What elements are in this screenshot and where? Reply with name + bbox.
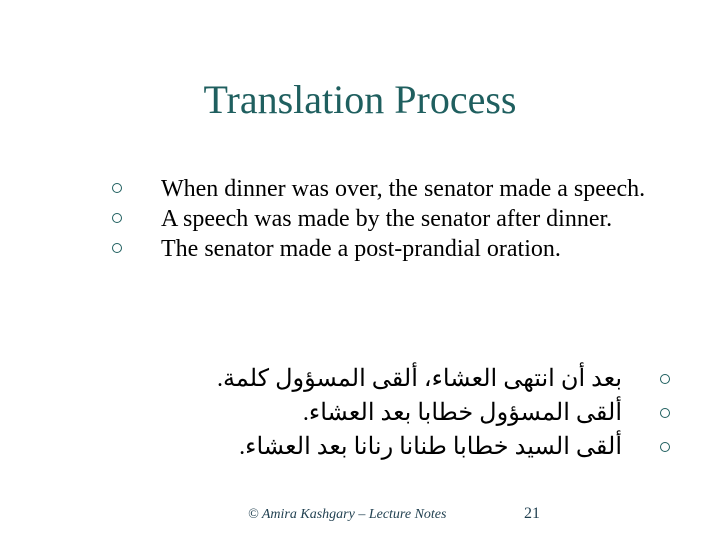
arabic-bullet-list — [110, 362, 670, 464]
english-bullet-item — [112, 174, 692, 204]
slide-title: Translation Process — [203, 77, 517, 122]
hollow-circle-bullet-icon — [112, 183, 122, 193]
arabic-bullet-item — [110, 362, 670, 396]
arabic-bullet-text: ألقى المسؤول خطابا بعد العشاء. — [302, 400, 622, 426]
hollow-circle-bullet-icon — [112, 243, 122, 253]
english-bullet-text: When dinner was over, the senator made a speech. — [161, 176, 646, 202]
footer-credit: © Amira Kashgary – Lecture Notes — [248, 507, 447, 522]
arabic-bullet-item — [110, 396, 670, 430]
english-bullet-text: A speech was made by the senator after dinner. — [161, 206, 613, 232]
hollow-circle-bullet-icon — [660, 374, 670, 384]
english-bullet-list — [112, 174, 692, 264]
arabic-bullet-text: ألقى السيد خطابا طنانا رنانا بعد العشاء. — [239, 434, 622, 460]
hollow-circle-bullet-icon — [112, 213, 122, 223]
arabic-bullet-item — [110, 430, 670, 464]
english-bullet-item — [112, 204, 692, 234]
english-bullet-text: The senator made a post-prandial oration. — [161, 236, 561, 262]
arabic-bullet-text: بعد أن انتهى العشاء، ألقى المسؤول كلمة. — [216, 366, 622, 392]
hollow-circle-bullet-icon — [660, 442, 670, 452]
hollow-circle-bullet-icon — [660, 408, 670, 418]
page-number: 21 — [524, 505, 540, 522]
english-bullet-item — [112, 234, 692, 264]
